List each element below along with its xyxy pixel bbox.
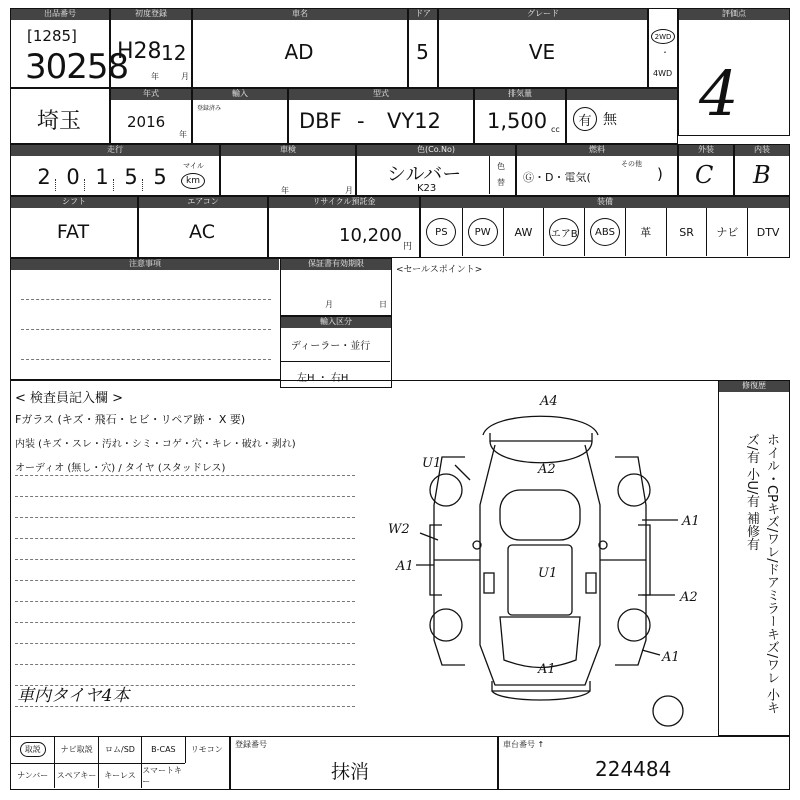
diagram-label-a1-rear: A1 <box>538 662 556 677</box>
equipment-label: SR <box>679 225 694 239</box>
mileage-unit-mile: マイル <box>183 162 204 170</box>
diagram-label-a1-right-front: A1 <box>682 514 700 529</box>
warranty-cell <box>280 258 392 316</box>
turbo-no: 無 <box>603 112 617 128</box>
equipment-cell <box>420 196 790 258</box>
lot-cell <box>10 8 129 88</box>
cc-header: 排気量 <box>475 89 565 100</box>
first-reg-tsuki: 月 <box>181 72 189 81</box>
diagram-label-u1-front: U1 <box>422 456 442 471</box>
mileage-separator <box>142 179 148 191</box>
chassis-number: 224484 <box>595 757 672 781</box>
warranty-nichi: 日 <box>379 300 387 309</box>
mileage-digit: 1 <box>95 165 109 189</box>
turbo-yes: 有 <box>573 107 597 131</box>
doors-value: 5 <box>416 40 429 64</box>
bottom-item <box>54 737 97 763</box>
recycle-header: リサイクル預託金 <box>269 197 419 208</box>
import-value: 登録済み <box>197 105 222 112</box>
recycle-cell <box>268 196 420 258</box>
first-reg-header: 初度登録 <box>111 9 191 20</box>
doors-cell <box>408 8 438 88</box>
dash-line <box>15 664 355 665</box>
dash-line <box>15 559 355 560</box>
diagram-label-a2-hood: A2 <box>538 462 556 477</box>
dash-line <box>15 475 355 476</box>
first-reg-month: 12 <box>161 41 187 65</box>
cc-unit: cc <box>551 125 560 134</box>
bottom-item <box>11 737 54 763</box>
mileage-digit: 5 <box>124 165 138 189</box>
equipment-header: 装備 <box>421 197 789 208</box>
ext-header: 外装 <box>679 145 733 156</box>
int-grade: B <box>753 161 771 189</box>
color-change-bottom: 替 <box>497 178 505 187</box>
ext-cell <box>678 144 734 196</box>
reg-status: 抹消 <box>331 761 370 783</box>
notes-section <box>10 258 280 380</box>
lot-number: 30258 <box>25 47 129 87</box>
ext-grade: C <box>695 161 714 189</box>
reg-cell <box>230 736 498 790</box>
dash-line <box>15 538 355 539</box>
inspector-line-3: オーディオ (無し・穴) / タイヤ (スタッドレス) <box>15 463 226 474</box>
sales-point-label: <セールスポイント> <box>396 265 483 275</box>
inspector-line-1: Fガラス (キズ・飛石・ヒビ・リペア跡・ X 要) <box>15 413 246 426</box>
color-name: シルバー <box>387 163 462 185</box>
int-cell <box>734 144 790 196</box>
turbo-header <box>567 89 677 100</box>
notes-header: 注意事項 <box>11 259 279 270</box>
warranty-tsuki: 月 <box>325 300 333 309</box>
mileage-header: 走行 <box>11 145 219 156</box>
cc-cell <box>474 88 566 144</box>
aircon-header: エアコン <box>139 197 267 208</box>
equipment-label: DTV <box>756 225 780 239</box>
dash-line <box>15 601 355 602</box>
bottom-item <box>11 763 54 789</box>
equipment-label: ABS <box>590 218 620 246</box>
inspection-header: 車検 <box>221 145 355 156</box>
bottom-item <box>141 737 184 763</box>
bottom-item <box>98 763 141 789</box>
bottom-item-label: 取説 <box>20 742 46 757</box>
bottom-item-label: ナビ取説 <box>60 745 93 755</box>
doors-header: ドア <box>409 9 437 20</box>
inspector-header: < 検査員記入欄 > <box>15 391 124 406</box>
fuel-cell <box>516 144 678 196</box>
color-change-top: 色 <box>497 162 505 171</box>
region-value: 埼玉 <box>36 108 81 134</box>
inspection-nen: 年 <box>281 186 289 195</box>
equipment-label: ナビ <box>716 226 739 239</box>
bottom-items-grid <box>11 737 228 788</box>
mileage-unit-km: km <box>181 173 205 189</box>
eval-header: 評価点 <box>679 9 789 20</box>
equipment-item <box>625 208 666 256</box>
int-header: 内装 <box>735 145 789 156</box>
year-cell <box>110 88 192 144</box>
recycle-unit: 円 <box>403 242 413 252</box>
bottom-item-label: スマートキー <box>142 765 183 786</box>
equipment-label: PS <box>426 218 456 246</box>
equipment-item <box>503 208 544 256</box>
mileage-separator <box>113 179 119 191</box>
equipment-label: PW <box>468 218 498 246</box>
equipment-label: 革 <box>640 226 652 239</box>
fuel-other-label: その他 <box>621 160 642 168</box>
inspector-line-2: 内装 (キズ・スレ・汚れ・シミ・コゲ・穴・キレ・破れ・剥れ) <box>15 439 296 450</box>
fuel-close: ) <box>657 165 663 183</box>
bottom-item <box>54 763 97 789</box>
equipment-item <box>747 208 788 256</box>
recycle-value: 10,200 <box>339 225 402 246</box>
warranty-header: 保証書有効期限 <box>281 259 391 270</box>
car-name-cell <box>192 8 408 88</box>
diagram-label-u1-roof: U1 <box>538 566 558 581</box>
model-cell <box>288 88 474 144</box>
inspection-cell <box>220 144 356 196</box>
mileage-separator <box>84 179 90 191</box>
equipment-label: AW <box>514 225 533 239</box>
bottom-item <box>185 737 228 763</box>
import-header: 輸入 <box>193 89 287 100</box>
car-name: AD <box>284 40 314 64</box>
equipment-item <box>462 208 503 256</box>
dash-line <box>15 622 355 623</box>
model-code: VY12 <box>387 109 441 133</box>
equipment-item <box>706 208 747 256</box>
dash-line <box>15 496 355 497</box>
legend-text: ホイル・CPキズ/ワレ/ドアミラーキズ/ワレ 小キズ/有 小U/有 補修有 <box>744 433 779 715</box>
bottom-item-label: リモコン <box>190 745 223 755</box>
import-dealer: ディーラー・並行 <box>291 341 371 352</box>
dash-line <box>15 643 355 644</box>
model-prefix: DBF <box>299 109 342 133</box>
year-header: 年式 <box>111 89 191 100</box>
diagram-label-a1-right-rear: A1 <box>662 650 680 665</box>
equipment-label: エアB <box>549 218 579 246</box>
car-name-header: 車名 <box>193 9 407 20</box>
mileage-cell <box>10 144 220 196</box>
bottom-item-label: B-CAS <box>151 745 176 755</box>
equipment-item <box>666 208 707 256</box>
equipment-item <box>543 208 584 256</box>
model-sep: - <box>357 109 365 133</box>
color-code: K23 <box>417 183 437 194</box>
dash-line <box>15 580 355 581</box>
equipment-item <box>421 208 462 256</box>
fuel-options: Ⓖ・D・電気( <box>523 171 591 184</box>
shift-value: FAT <box>56 221 90 243</box>
region-cell <box>10 88 110 144</box>
fuel-header: 燃料 <box>517 145 677 156</box>
bottom-item-label: ロム/SD <box>105 745 135 755</box>
bottom-item-label: スペアキー <box>56 771 97 781</box>
lot-prefix: [1285] <box>27 27 77 45</box>
legend-header: 修復歴 <box>719 381 789 392</box>
drive-4wd: 4WD <box>653 69 673 78</box>
color-header: 色(Co.No) <box>357 145 515 156</box>
import-cell <box>192 88 288 144</box>
equipment-item <box>584 208 625 256</box>
import-class-cell <box>280 316 392 388</box>
mileage-digit: 2 <box>37 165 51 189</box>
dash-line <box>15 706 355 707</box>
drive-2wd: 2WD <box>651 29 675 44</box>
bottom-item <box>98 737 141 763</box>
bottom-items-cell <box>10 736 230 790</box>
legend-column <box>718 380 790 736</box>
dash-line <box>15 517 355 518</box>
eval-cell <box>678 8 790 136</box>
bottom-item-label: ナンバー <box>17 771 49 781</box>
drive-cell <box>648 8 678 88</box>
cc-value: 1,500 <box>487 109 548 133</box>
year-suffix: 年 <box>179 130 187 139</box>
grade-cell <box>438 8 648 88</box>
drive-dot: ・ <box>661 48 669 57</box>
diagram-label-w2: W2 <box>388 522 410 537</box>
eval-score: 4 <box>699 57 739 130</box>
chassis-header: 車台番号 ↑ <box>503 740 545 749</box>
bottom-item <box>141 763 184 789</box>
diagram-label-a2-right: A2 <box>680 590 698 605</box>
import-class-header: 輸入区分 <box>281 317 391 328</box>
inspection-tsuki: 月 <box>345 186 353 195</box>
aircon-cell <box>138 196 268 258</box>
shift-cell <box>10 196 138 258</box>
equipment-row <box>421 208 788 256</box>
lot-header: 出品番号 <box>11 9 109 20</box>
grade-value: VE <box>528 40 556 64</box>
color-cell <box>356 144 516 196</box>
model-header: 型式 <box>289 89 473 100</box>
import-handle: 左H ・ 右H <box>297 373 349 384</box>
year-value: 2016 <box>127 113 166 131</box>
reg-header: 登録番号 <box>235 740 267 749</box>
car-damage-diagram <box>380 385 720 730</box>
diagram-label-a1-left: A1 <box>396 559 414 574</box>
handwritten-note: 車内タイヤ4本 <box>17 686 130 706</box>
first-reg-nen: 年 <box>151 72 159 81</box>
mileage-separator <box>55 179 61 191</box>
bottom-item-label: キーレス <box>104 771 136 781</box>
diagram-label-a4: A4 <box>540 394 558 409</box>
shift-header: シフト <box>11 197 137 208</box>
turbo-cell <box>566 88 678 144</box>
chassis-cell <box>498 736 790 790</box>
mileage-digit: 5 <box>153 165 167 189</box>
mileage-digit: 0 <box>66 165 80 189</box>
first-reg-cell <box>110 8 192 88</box>
aircon-value: AC <box>189 221 215 243</box>
first-reg-year: H28 <box>117 39 162 64</box>
grade-header: グレード <box>439 9 647 20</box>
